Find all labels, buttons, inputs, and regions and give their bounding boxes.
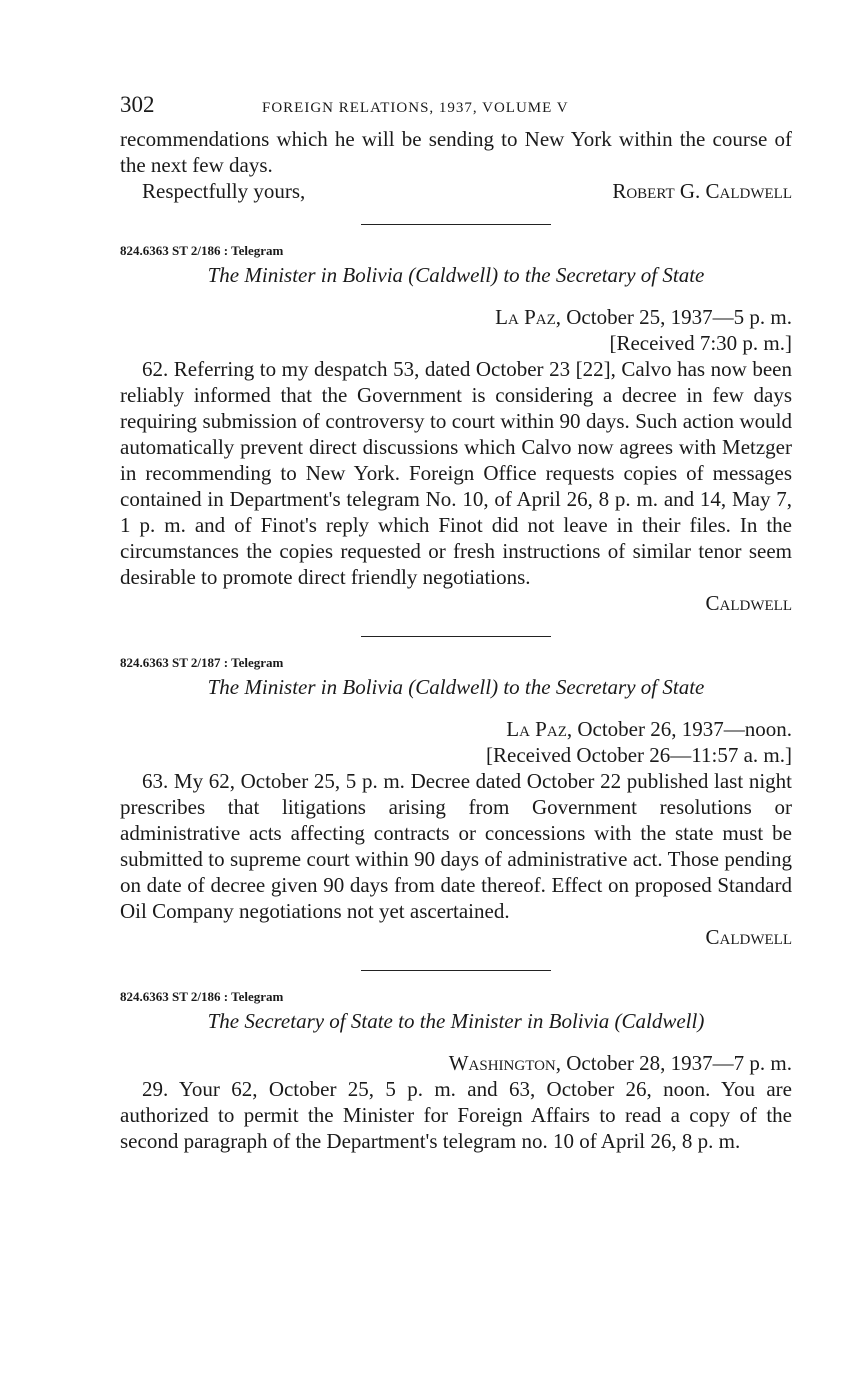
dateline-place: La Paz <box>506 717 567 741</box>
document-62 <box>120 242 792 616</box>
dateline-place: La Paz <box>495 305 556 329</box>
dateline-date: , October 25, 1937—5 p. m. <box>555 305 792 329</box>
section-divider <box>361 970 551 971</box>
closing-line <box>120 178 792 204</box>
section-divider <box>361 224 551 225</box>
document-29 <box>120 988 792 1154</box>
running-head: FOREIGN RELATIONS, 1937, VOLUME V <box>262 100 569 116</box>
file-number: 824.6363 ST 2/186 : Telegram <box>120 243 284 258</box>
signature: Caldwell <box>705 925 792 949</box>
page-header <box>120 92 792 126</box>
page-number: 302 <box>120 92 155 117</box>
telegram-body: 63. My 62, October 25, 5 p. m. Decree dated October 22 published last night prescribes that litigations arising from Government resolutions or administrative acts affecting contracts or concessions with the state must be submitted to supreme court within 90 days of administrative act. Those pending on date of decree given 90 days from date thereof. Effect on proposed Standard Oil Company negotiations not yet ascertained. <box>120 769 792 923</box>
dateline <box>120 716 792 742</box>
received-line: [Received October 26—11:57 a. m.] <box>486 743 792 767</box>
signature: Caldwell <box>705 591 792 615</box>
continuation-paragraph: recommendations which he will be sending to New York within the course of the next few days. <box>120 127 792 177</box>
document-title: The Secretary of State to the Minister in Bolivia (Caldwell) <box>207 1009 705 1033</box>
document-title: The Minister in Bolivia (Caldwell) to the Secretary of State <box>207 675 705 699</box>
section-divider <box>361 636 551 637</box>
file-number: 824.6363 ST 2/186 : Telegram <box>120 989 284 1004</box>
dateline <box>120 304 792 330</box>
document-63 <box>120 654 792 950</box>
closing-salutation: Respectfully yours, <box>142 179 306 203</box>
telegram-body: 62. Referring to my despatch 53, dated October 23 [22], Calvo has now been reliably informed that the Government is considering a decree in few days requiring submission of controversy to court within 90 days. Such action would automatically prevent direct discussions which Calvo now agrees with Metzger in recommending to New York. Foreign Office requests copies of messages contained in Department's telegram No. 10, of April 26, 8 p. m. and 14, May 7, 1 p. m. and of Finot's reply which Finot did not leave in their files. In the circumstances the copies requested or fresh instructions of similar tenor seem desirable to promote direct friendly negotiations. <box>120 357 792 589</box>
dateline-place: Washington <box>448 1051 556 1075</box>
closing-signature: Robert G. Caldwell <box>612 179 792 203</box>
file-number: 824.6363 ST 2/187 : Telegram <box>120 655 284 670</box>
dateline <box>120 1050 792 1076</box>
document-title: The Minister in Bolivia (Caldwell) to the Secretary of State <box>207 263 705 287</box>
document-page <box>120 92 792 1154</box>
telegram-body: 29. Your 62, October 25, 5 p. m. and 63, October 26, noon. You are authorized to permit the Minister for Foreign Affairs to read a copy of the second paragraph of the Department's telegram no. 10 of April 26, 8 p. m. <box>120 1077 792 1153</box>
dateline-date: , October 28, 1937—7 p. m. <box>555 1051 792 1075</box>
dateline-date: , October 26, 1937—noon. <box>566 717 792 741</box>
received-line: [Received 7:30 p. m.] <box>609 331 792 355</box>
